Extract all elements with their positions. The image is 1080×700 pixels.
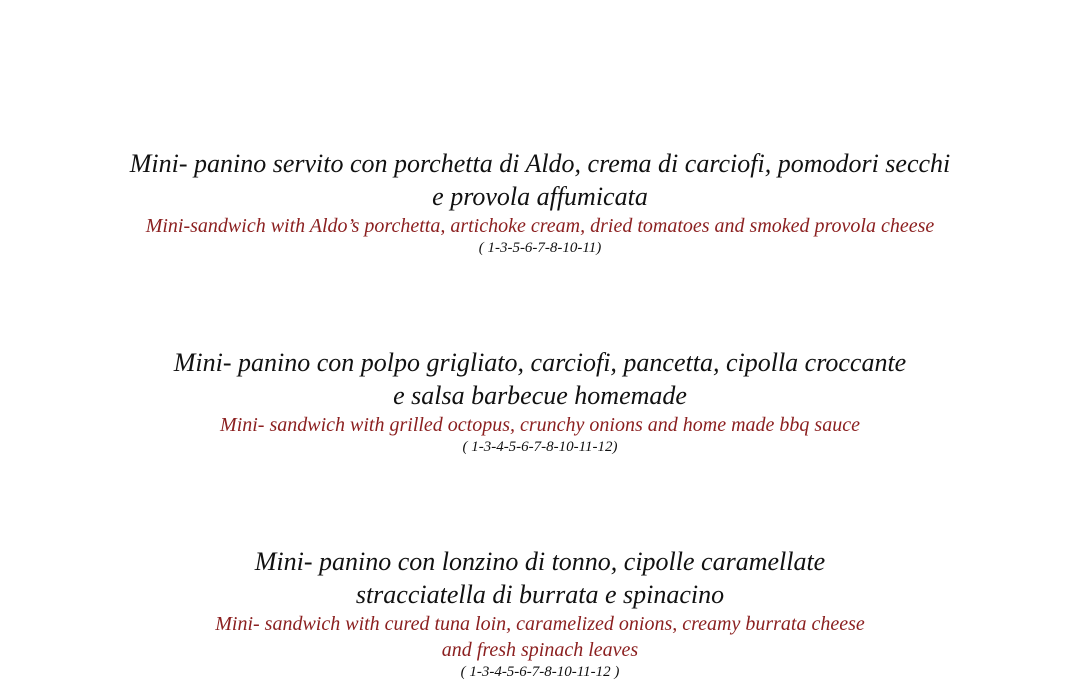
item-italian-description: Mini- panino con polpo grigliato, carciofi, pancetta, cipolla croccante [173, 348, 907, 377]
item-english-translation: Mini-sandwich with Aldo’s porchetta, artichoke cream, dried tomatoes and smoked provola cheese [145, 215, 935, 237]
item-italian-description: e salsa barbecue homemade [393, 381, 687, 410]
item-english-translation: Mini- sandwich with grilled octopus, crunchy onions and home made bbq sauce [220, 414, 860, 436]
menu-item [0, 147, 1080, 258]
item-english-translation: and fresh spinach leaves [441, 639, 639, 661]
item-allergen-codes: ( 1-3-4-5-6-7-8-10-11-12) [462, 439, 618, 455]
item-italian-description: Mini- panino servito con porchetta di Aldo, crema di carciofi, pomodori secchi [129, 149, 951, 178]
item-italian-description: Mini- panino con lonzino di tonno, cipolle caramellate [254, 547, 826, 576]
item-italian-description: stracciatella di burrata e spinacino [355, 580, 725, 609]
item-english-translation: Mini- sandwich with cured tuna loin, caramelized onions, creamy burrata cheese [215, 613, 865, 635]
item-allergen-codes: ( 1-3-5-6-7-8-10-11) [478, 240, 602, 256]
item-italian-description: e provola affumicata [432, 182, 648, 211]
menu-item [0, 545, 1080, 682]
menu-item [0, 346, 1080, 457]
item-allergen-codes: ( 1-3-4-5-6-7-8-10-11-12 ) [460, 664, 620, 680]
